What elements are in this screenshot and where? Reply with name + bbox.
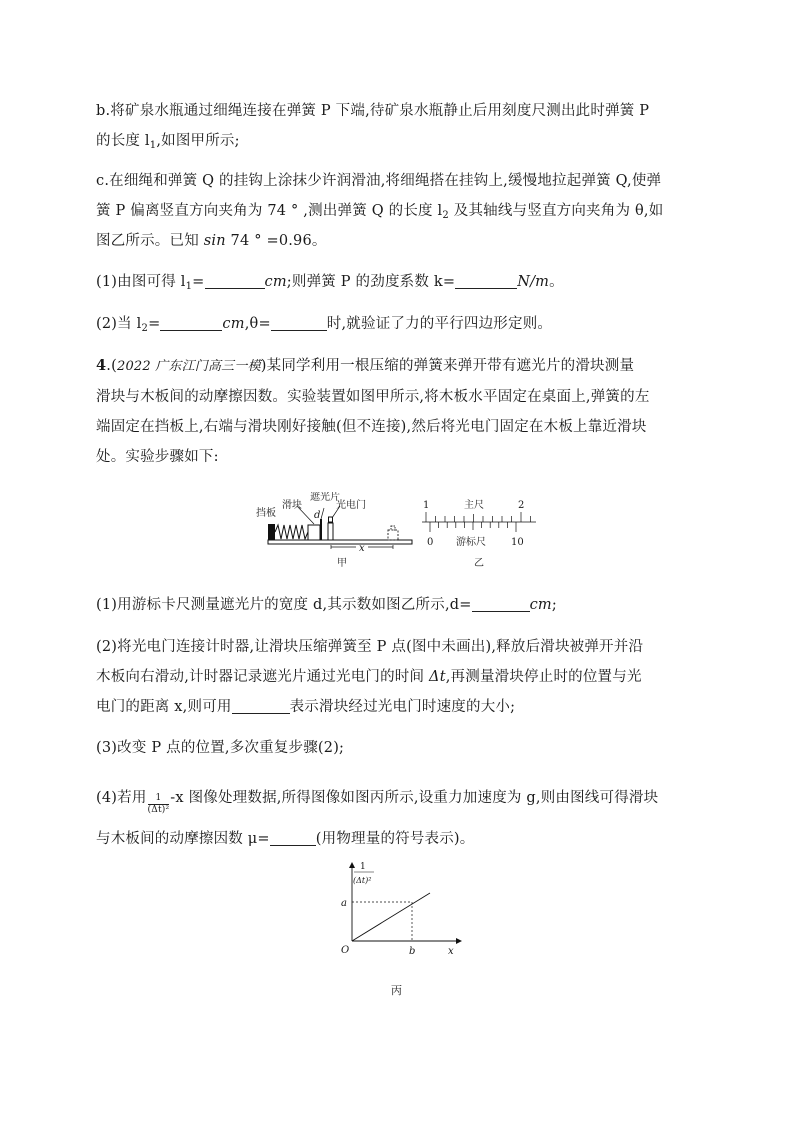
step-4-line1	[96, 783, 701, 816]
vernier-label: 游标尺	[456, 537, 486, 548]
q2-theta: ,θ=	[244, 316, 271, 332]
frac-numerator: 1	[148, 793, 170, 805]
wood-board	[268, 540, 412, 544]
s2-text-3: 电门的距离 x,则可用	[96, 699, 232, 715]
step-b-line1: b.将矿泉水瓶通过细绳连接在弹簧 P 下端,待矿泉水瓶静止后用刻度尺测出此时弹簧 P	[96, 103, 650, 119]
velocity-answer-blank[interactable]	[232, 697, 290, 714]
figure-yi	[418, 492, 543, 572]
q1-subscript: 1	[185, 281, 193, 292]
step-c-text: 簧 P 偏离竖直方向夹角为 74 ° ,测出弹簧 Q 的长度 l	[96, 203, 443, 219]
problem-4-line2: 滑块与木板间的动摩擦因数。实验装置如图甲所示,将木板水平固定在桌面上,弹簧的左	[96, 389, 650, 405]
step-c-line2	[96, 196, 701, 226]
l2-subscript: 2	[442, 210, 449, 221]
problem-text-1: )某同学利用一根压缩的弹簧来弹开带有遮光片的滑块测量	[260, 358, 635, 374]
problem-4-line4: 处。实验步骤如下:	[96, 449, 219, 465]
origin-label: O	[341, 945, 350, 956]
k-answer-blank[interactable]	[455, 272, 517, 289]
step-b	[96, 96, 701, 156]
step-b-text-end: ,如图甲所示;	[156, 133, 240, 149]
q2-end: 时,就验证了力的平行四边形定则。	[326, 316, 553, 332]
q1-text-mid: ;则弹簧 P 的劲度系数 k=	[286, 274, 456, 290]
l1-answer-blank[interactable]	[205, 272, 265, 289]
step-2-line3	[96, 692, 701, 722]
q2-unit-cm: cm	[222, 316, 245, 332]
step-2-line2	[96, 662, 701, 692]
main-scale-2: 2	[518, 500, 525, 511]
question-1	[96, 267, 701, 297]
slider-label: 滑块	[282, 500, 302, 511]
step-3	[96, 733, 701, 763]
data-line	[352, 893, 430, 941]
s1-end: ;	[551, 597, 557, 613]
main-scale-label: 主尺	[464, 500, 484, 511]
problem-4	[96, 351, 701, 472]
y-axis-arrow	[349, 862, 355, 868]
step-c-line1: c.在细绳和弹簧 Q 的挂钩上涂抹少许润滑油,将细绳搭在挂钩上,缓慢地拉起弹簧 Q,使弹	[96, 173, 662, 189]
mu-answer-blank[interactable]	[270, 829, 316, 846]
q1-unit-nm: N/m	[517, 274, 550, 290]
q1-end: 。	[549, 274, 564, 290]
baffle-label: 挡板	[256, 508, 276, 519]
step-c-given: 图乙所示。已知	[96, 233, 204, 249]
b-label: b	[409, 946, 416, 957]
sin-label: sin	[203, 233, 226, 249]
slider-stop-dashed	[388, 530, 398, 540]
figure-jia-caption: 甲	[337, 558, 347, 569]
a-label: a	[341, 898, 347, 909]
figure-jia	[252, 492, 422, 572]
s4-text: (4)若用	[96, 790, 147, 806]
l1-subscript: 1	[149, 140, 157, 151]
problem-source: 2022 广东江门高三一模	[116, 359, 261, 374]
step-4	[96, 783, 701, 854]
shade-plate	[320, 519, 322, 540]
main-scale-1: 1	[423, 500, 430, 511]
vernier-0: 0	[427, 537, 434, 548]
s4-text-2-end: (用物理量的符号表示)。	[315, 831, 475, 847]
s2-text-3-end: 表示滑块经过光电门时速度的大小;	[289, 699, 516, 715]
delta-t-symbol: Δt	[429, 669, 446, 685]
figure-yi-caption: 乙	[474, 558, 484, 569]
x-label: x	[448, 946, 454, 957]
q2-text: (2)当 l	[96, 316, 142, 332]
vernier-ticks	[430, 522, 516, 532]
step-c-text-end: 及其轴线与竖直方向夹角为 θ,如	[448, 203, 664, 219]
shade-label: 遮光片	[310, 492, 340, 503]
step-c-line3	[96, 226, 701, 256]
vernier-10: 10	[511, 537, 524, 548]
figure-bing-caption: 丙	[391, 984, 402, 997]
q2-equals: =	[148, 316, 161, 332]
x-axis-arrow	[456, 938, 462, 944]
x-label: x	[359, 543, 365, 554]
gate-label: 光电门	[336, 500, 366, 511]
question-2	[96, 309, 701, 339]
step-b-text: 的长度 l	[96, 133, 150, 149]
step-4-line2	[96, 824, 701, 854]
q1-equals: =	[192, 274, 205, 290]
l2-answer-blank[interactable]	[160, 314, 222, 331]
baffle-block	[268, 524, 275, 540]
problem-open: .(	[106, 358, 117, 374]
problem-4-line1	[96, 351, 701, 382]
step-c	[96, 166, 701, 256]
q1-unit-cm: cm	[264, 274, 287, 290]
inverse-dt-squared	[148, 793, 170, 816]
slider-stop-shade	[391, 526, 395, 530]
d-answer-blank[interactable]	[472, 595, 530, 612]
s3-text: (3)改变 P 点的位置,多次重复步骤(2);	[96, 740, 345, 756]
s4-text-post: -x 图像处理数据,所得图像如图丙所示,设重力加速度为 g,则由图线可得滑块	[170, 790, 659, 806]
photogate-body	[328, 523, 333, 540]
problem-4-line3: 端固定在挡板上,右端与滑块刚好接触(但不连接),然后将光电门固定在木板上靠近滑块	[96, 419, 647, 435]
figure-bing	[334, 858, 466, 1000]
spring-coil	[275, 525, 308, 539]
step-2	[96, 632, 701, 722]
step-2-line1: (2)将光电门连接计时器,让滑块压缩弹簧至 P 点(图中未画出),释放后滑块被弹开并沿	[96, 639, 644, 655]
slider-block	[308, 525, 320, 540]
s2-text: 木板向右滑动,计时器记录遮光片通过光电门的时间	[96, 669, 430, 685]
s1-text: (1)用游标卡尺测量遮光片的宽度 d,其示数如图乙所示,d=	[96, 597, 472, 613]
main-scale-ticks	[426, 512, 531, 522]
step-1	[96, 590, 701, 620]
q2-subscript: 2	[141, 323, 149, 334]
step-b-line2	[96, 126, 701, 156]
y-label-den: (Δt)²	[353, 876, 372, 885]
frac-denominator: (Δt)²	[147, 805, 170, 815]
d-label: d	[314, 510, 321, 521]
problem-number: 4	[96, 357, 107, 374]
y-label-num: 1	[360, 862, 366, 872]
step-c-value: 74 ° =0.96。	[225, 233, 327, 249]
q1-text: (1)由图可得 l	[96, 274, 186, 290]
shade-pointer	[321, 508, 324, 519]
s1-unit-cm: cm	[529, 597, 552, 613]
theta-answer-blank[interactable]	[271, 314, 327, 331]
s2-text-end: ,再测量滑块停止时的位置与光	[445, 669, 642, 685]
s4-text-2: 与木板间的动摩擦因数 μ=	[96, 831, 270, 847]
